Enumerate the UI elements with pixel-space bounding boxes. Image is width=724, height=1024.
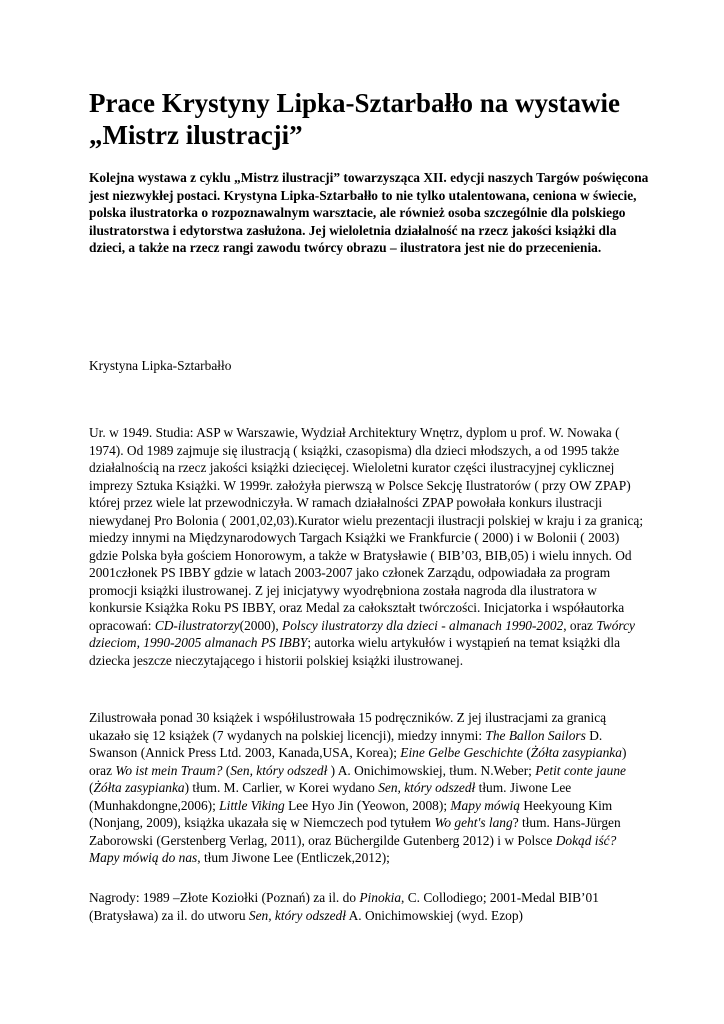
bio-title-polscy-ilustratorzy: Polscy ilustratorzy dla dzieci - almanach 1990-2002 [282,617,564,633]
books-text-3: ( [522,745,531,760]
books-title-9: Little Viking [219,797,285,813]
books-text-8: ) tłum. M. Carlier, w Korei wydano [184,780,379,795]
books-title-1: The Ballon Sailors [485,727,586,743]
bio-text-1: Ur. w 1949. Studia: ASP w Warszawie, Wydział Architektury Wnętrz, dyplom u prof. W. Nowaka ( 1974). Od 1989 zajmuje się ilustracją ( książki, czasopisma) dla dzieci młodszych, a od 1995 także działalnością na rzecz jakości książki dziecięcej. Wieloletni kurator części ilustracyjnej cyklicznej imprezy Sztuka Książki. W 1999r. założyła pierwszą w Polsce Sekcję Ilustratorów ( przy OW ZPAP) której przez wiele lat przewodniczyła. W ramach działalności ZPAP powołała konkurs ilustracji niewydanej Pro Bolonia ( 2001,02,03).Kurator wielu prezentacji ilustracji polskiej w kraju i za granicą; miedzy innymi na Międzynarodowych Targach Książki we Frankfurcie ( 2000) i w Bolonii ( 2003) gdzie Polska była gościem Honorowym, a także w Bratysławie ( BIB’03, BIB,05) i wielu innych. Od 2001członek PS IBBY gdzie w latach 2003-2007 jako członek Zarządu, odpowiadała za program promocji książki ilustrowanej. Z jej inicjatywy wyodrębniona została nagroda dla ilustratora w konkursie Książka Roku PS IBBY, oraz Medal za całokształt twórczości. Inicjatorka i współautorka opracowań: [89,425,644,633]
awards-text-3: A. Onichimowskiej (wyd. Ezop) [345,907,523,923]
books-title-5: Sen, który odszedł [230,762,328,778]
awards-text-2: , C. Collodiego; 2001-Medal BIB’01 (Bratysława) za il. do utworu [89,890,599,923]
books-title-11: Wo geht's lang [434,815,513,830]
books-title-3: Żółta zasypianka [530,745,622,760]
books-title-2: Eine Gelbe Geschichte [400,745,523,760]
biography-paragraph [89,424,649,669]
books-text-11: Heekyoung Kim (Nonjang, 2009), książka ukazała się w Niemczech pod tytułem [89,797,613,830]
books-text-1: Zilustrowała ponad 30 książek i współilustrowała 15 podręczników. Z jej ilustracjami za granicą ukazało się 12 książek (7 wydanych na polskiej licencji), miedzy innymi: [89,710,607,743]
author-name-heading: Krystyna Lipka-Sztarbałło [89,358,232,373]
books-title-7: Żółta zasypianka [93,780,185,795]
books-title-4: Wo ist mein Traum? [115,762,223,778]
books-title-10: Mapy mówią [450,797,520,813]
books-text-13: , tłum Jiwone Lee (Entliczek,2012); [197,850,390,865]
books-title-6: Petit conte jaune [535,762,626,778]
bio-title-tworcy-dzieciom: Twórcy dzieciom, 1990-2005 almanach PS IBBY [89,617,635,650]
bio-text-2: (2000), [239,617,283,633]
awards-text-1: Nagrody: 1989 –Złote Koziołki (Poznań) za il. do [89,890,360,905]
bio-text-3: , oraz [563,617,597,633]
books-text-9: tłum. Jiwone Lee (Munhakdongne,2006); [89,780,572,813]
awards-paragraph [89,889,649,924]
books-text-12: ? tłum. Hans-Jürgen Zaborowski (Gerstenberg Verlag, 2011), oraz Büchergilde Gutenberg 2012) i w Polsce [89,815,621,848]
document-title: Prace Krystyny Lipka-Sztarbałło na wystawie „Mistrz ilustracji” [89,88,620,150]
books-text-10: Lee Hyo Jin (Yeowon, 2008); [284,797,451,813]
bio-text-4: ; autorka wielu artykułów i wystąpień na temat książki dla dziecka jeszcze nieczytającego i historii polskiej książki ilustrowanej. [89,635,621,668]
awards-title-pinokia: Pinokia [359,890,402,905]
books-text-6: ) A. Onichimowskiej, tłum. N.Weber; [327,762,536,778]
books-text-4: ) oraz [89,745,627,778]
books-title-12: Dokąd iść? Mapy mówią do nas [89,832,617,865]
bio-title-cd-ilustratorzy: CD-ilustratorzy [154,617,240,633]
books-text-5: ( [222,762,231,778]
books-text-2: D. Swanson (Annick Press Ltd. 2003, Kanada,USA, Korea); [89,727,603,760]
books-title-8: Sen, który odszedł [378,780,476,795]
books-text-7: ( [89,780,94,795]
lead-paragraph: Kolejna wystawa z cyklu „Mistrz ilustracji” towarzysząca XII. edycji naszych Targów poświęcona jest niezwykłej postaci. Krystyna Lipka-Sztarbałło to nie tylko utalentowana, ceniona w świecie, polska ilustratorka o rozpoznawalnym warsztacie, ale również osoba szczególnie dla polskiego ilustratorstwa i edytorstwa zasłużona. Jej wieloletnia działalność na rzecz jakości książki dla dzieci, a także na rzecz rangi zawodu twórcy obrazu – ilustratora jest nie do przecenienia. [89,170,649,255]
books-paragraph [89,709,649,867]
awards-title-sen: Sen, który odszedł [248,907,346,923]
